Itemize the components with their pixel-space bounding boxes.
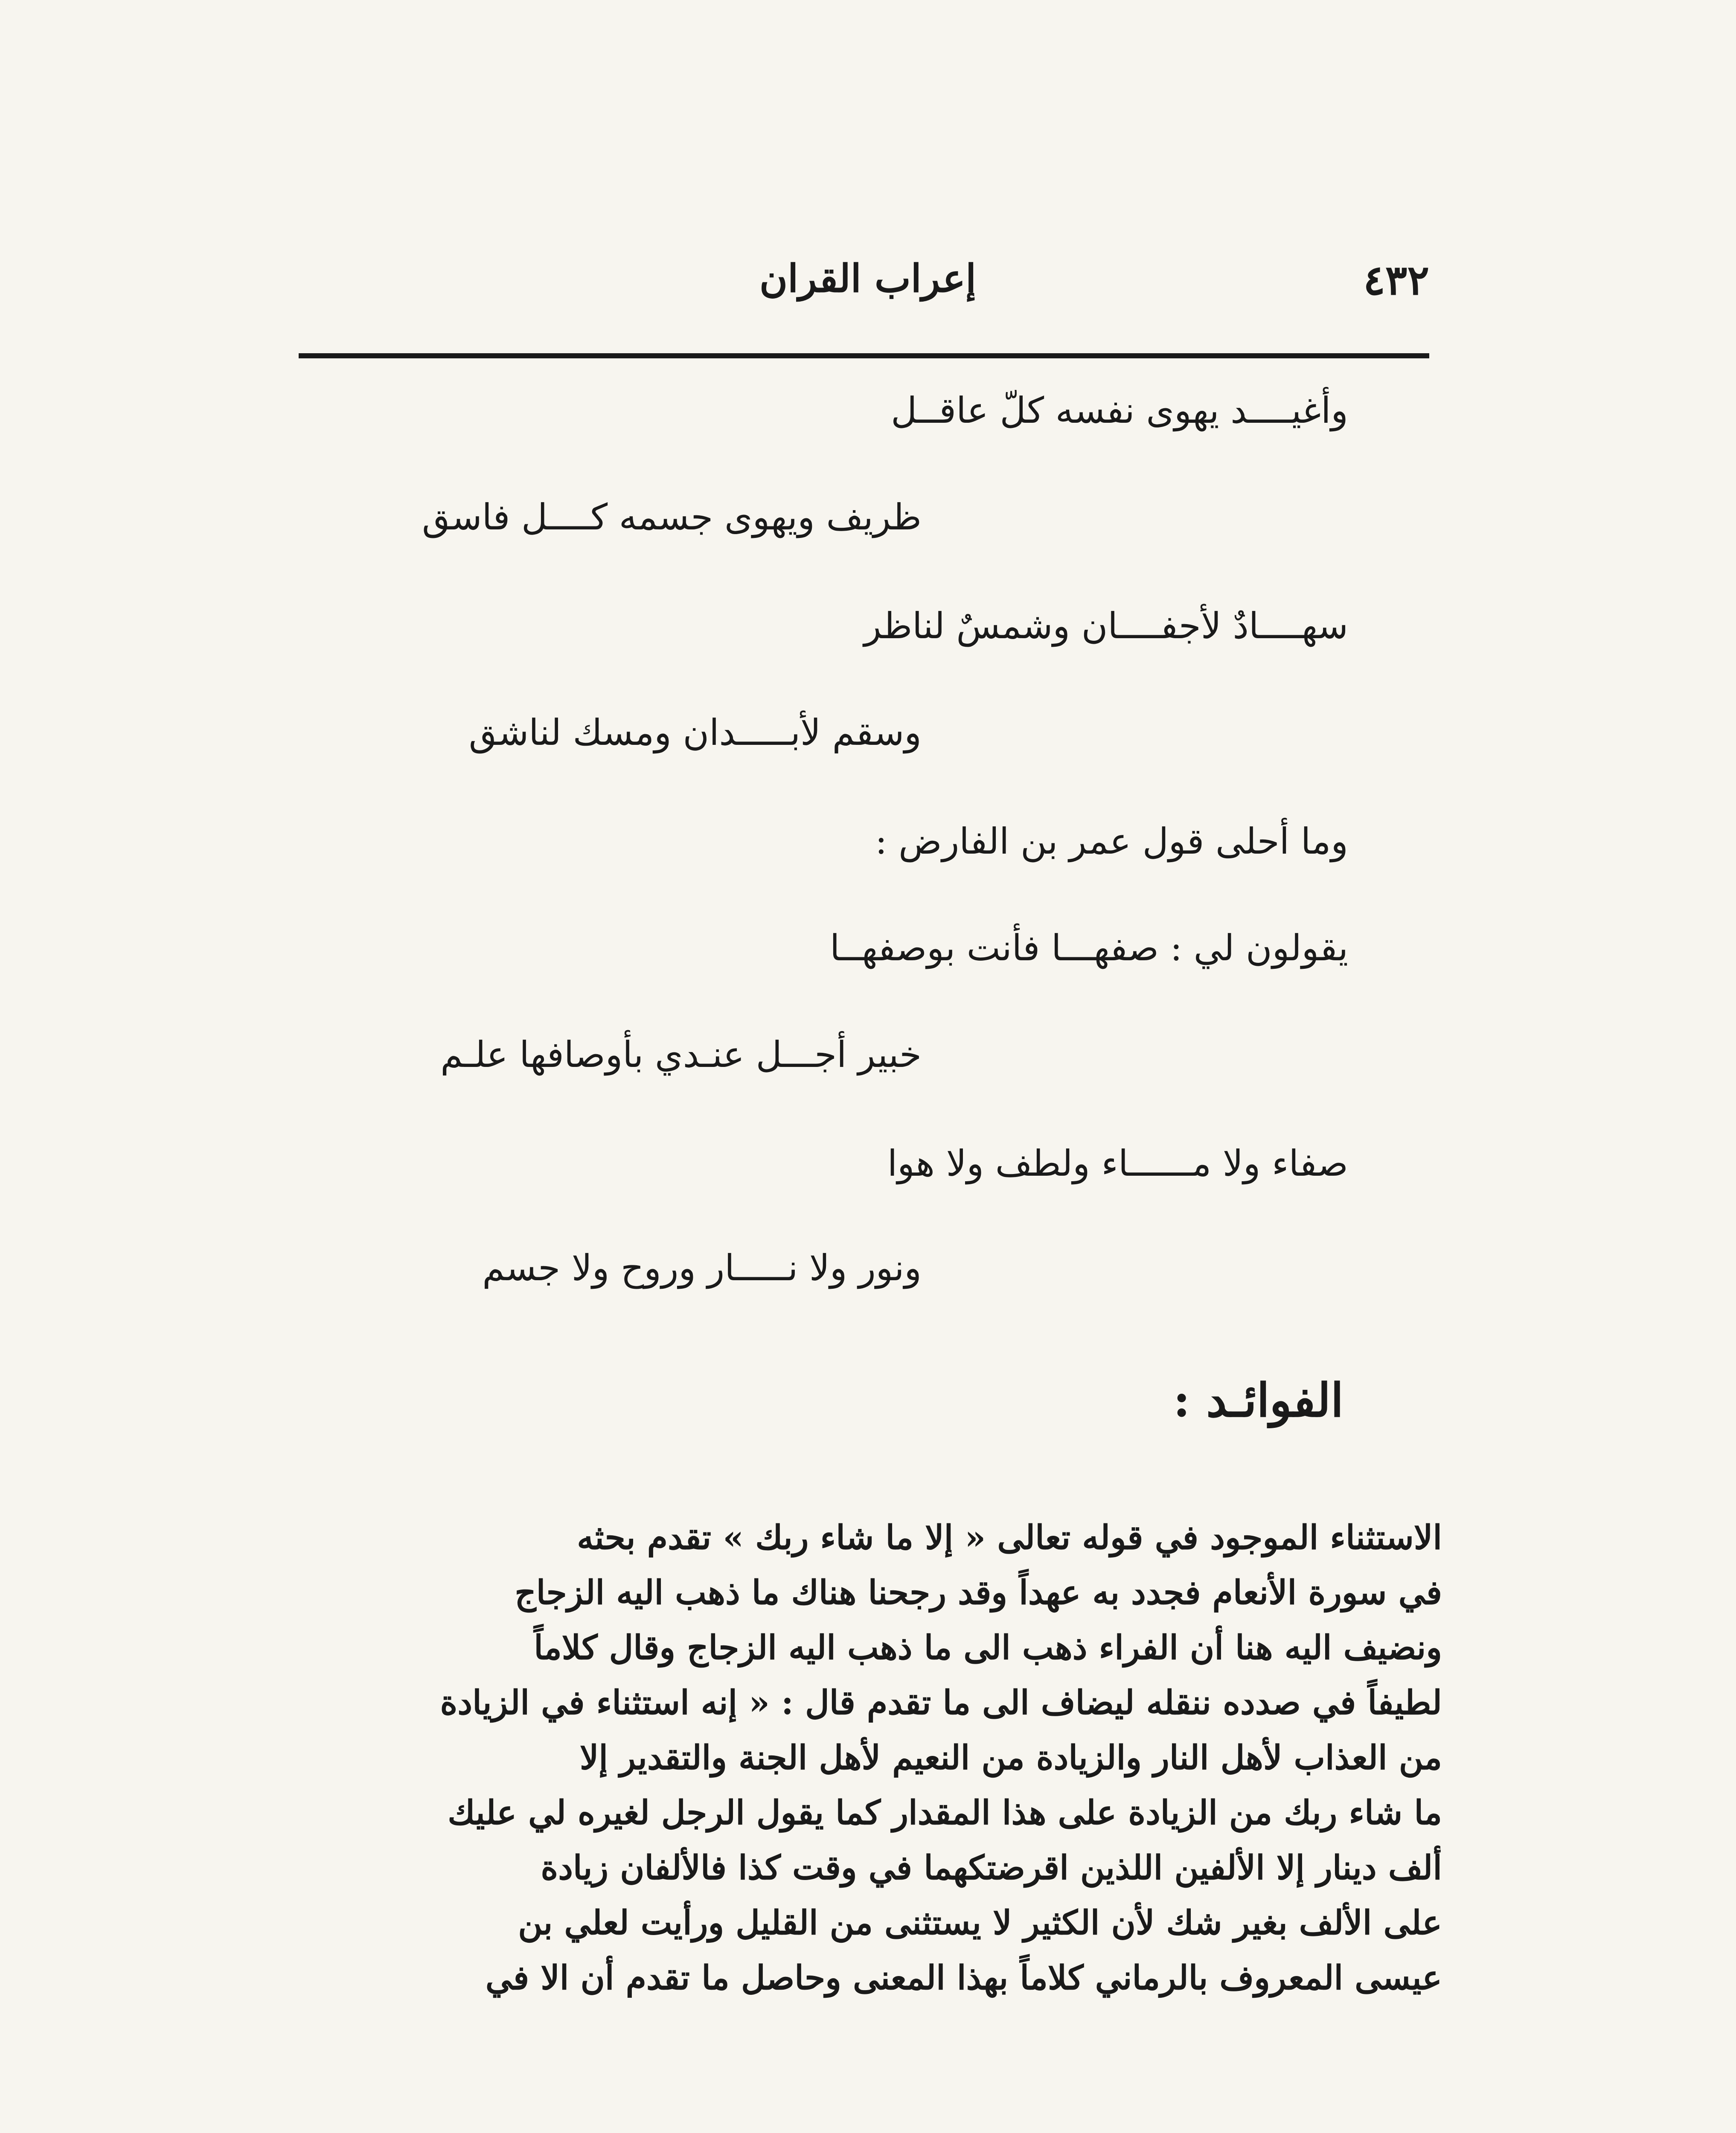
verse-hemistich: ظريف ويهوى جسمه كــــل فاسق [422,496,922,538]
prose-line: ونضيف اليه هنا أن الفراء ذهب الى ما ذهب اليه الزجاج وقال كلاماً [534,1628,1442,1667]
verse-intro-line: وما أحلى قول عمر بن الفارض : [875,820,1348,862]
page-number: ٤٣٢ [1363,256,1429,304]
section-heading: الفوائـد : [1173,1374,1343,1427]
verse-hemistich: خبير أجـــل عنـدي بأوصافها علـم [440,1034,922,1075]
verse-hemistich: وأغيــــد يهوى نفسه كلّ عاقــل [891,389,1348,431]
prose-line: لطيفاً في صدده ننقله ليضاف الى ما تقدم قال : « إنه استثناء في الزيادة [440,1683,1442,1722]
running-title: إعراب القران [759,256,977,301]
header-divider [299,353,1429,358]
prose-line: في سورة الأنعام فجدد به عهداً وقد رجحنا هناك ما ذهب اليه الزجاج [515,1573,1442,1612]
verse-hemistich: يقولون لي : صفهـــا فأنت بوصفهــا [829,927,1348,969]
verse-hemistich: سهــــادٌ لأجفــــان وشمسٌ لناظر [864,605,1348,647]
verse-hemistich: صفاء ولا مــــــاء ولطف ولا هوا [887,1142,1348,1184]
verse-hemistich: وسقم لأبـــــدان ومسك لناشق [468,712,922,753]
prose-line: ما شاء ربك من الزيادة على هذا المقدار كما يقول الرجل لغيره لي عليك [448,1793,1442,1832]
page-header [299,256,1429,328]
prose-line: عيسى المعروف بالرماني كلاماً بهذا المعنى وحاصل ما تقدم أن الا في [485,1959,1442,1997]
prose-paragraph [299,1510,1442,2133]
verse-hemistich: ونور ولا نـــــار وروح ولا جسم [482,1247,922,1289]
prose-line: الاستثناء الموجود في قوله تعالى « إلا ما شاء ربك » تقدم بحثه [577,1518,1442,1557]
prose-line: من العذاب لأهل النار والزيادة من النعيم لأهل الجنة والتقدير إلا [579,1738,1442,1777]
poetry-block [375,375,1348,1327]
prose-line: على الألف بغير شك لأن الكثير لا يستثنى من القليل ورأيت لعلي بن [518,1903,1442,1942]
prose-line: ألف دينار إلا الألفين اللذين اقرضتكهما في وقت كذا فالألفان زيادة [541,1848,1442,1887]
